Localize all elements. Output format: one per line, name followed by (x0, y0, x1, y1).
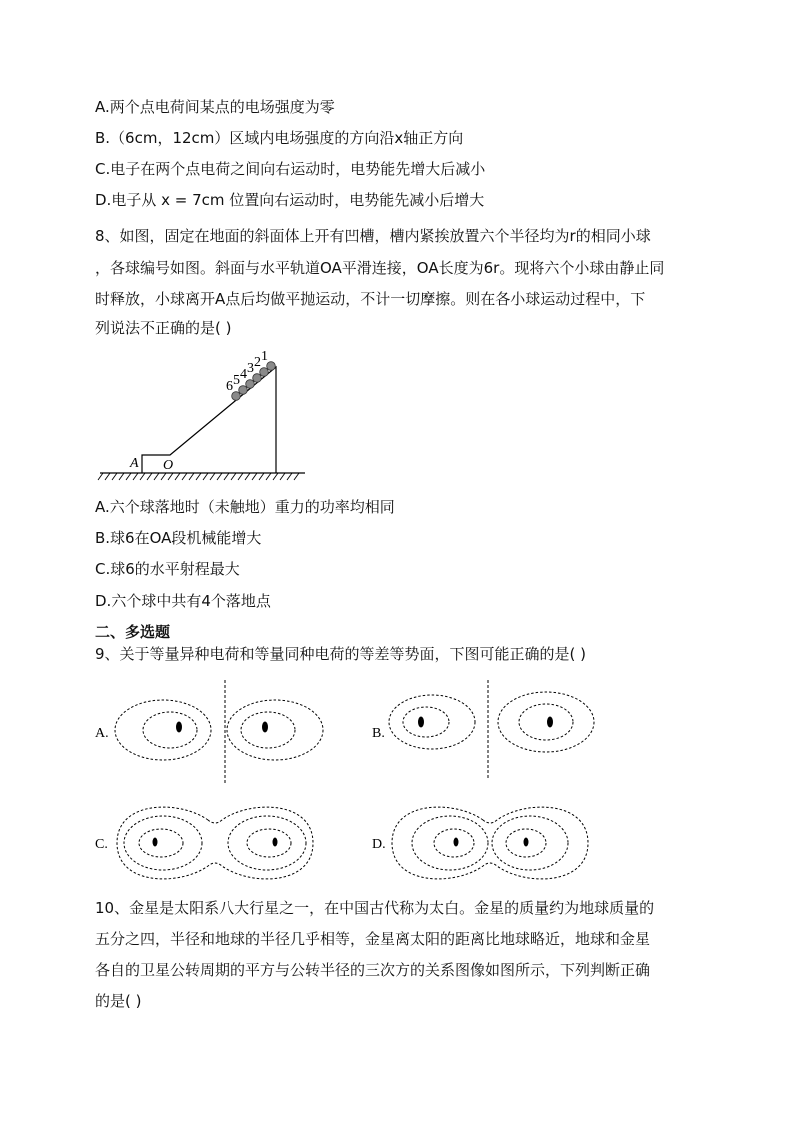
q9-label-c: C. (95, 837, 108, 852)
q9-label-d: D. (372, 837, 386, 852)
q8-option-d: D.六个球中共有4个落地点 (95, 592, 271, 610)
q8-stem-line3: 时释放，小球离开A点后均做平抛运动，不计一切摩擦。则在各小球运动过程中，下 (95, 290, 646, 308)
ball-number-2: 2 (254, 355, 261, 370)
q8-option-b: B.球6在OA段机械能增大 (95, 529, 262, 547)
q9-figure-c (95, 795, 345, 895)
q8-stem-line2: ，各球编号如图。斜面与水平轨道OA平滑连接，OA长度为6r。现将六个小球由静止同 (95, 259, 665, 277)
q10-stem-line2: 五分之四，半径和地球的半径几乎相等，金星离太阳的距离比地球略近，地球和金星 (95, 930, 651, 948)
q9-figure-a (95, 680, 345, 790)
section-title: 二、多选题 (95, 623, 171, 641)
q8-option-a: A.六个球落地时（未触地）重力的功率均相同 (95, 498, 395, 516)
q9-stem: 9、关于等量异种电荷和等量同种电荷的等差等势面，下图可能正确的是( ) (95, 645, 587, 663)
ball-number-3: 3 (247, 361, 254, 376)
q8-stem-line4: 列说法不正确的是( ) (95, 319, 232, 337)
q8-option-c: C.球6的水平射程最大 (95, 560, 240, 578)
ball-number-6: 6 (226, 379, 233, 394)
q10-stem-line1: 10、金星是太阳系八大行星之一，在中国古代称为太白。金星的质量约为地球质量的 (95, 899, 655, 917)
q8-incline-figure (95, 345, 315, 490)
q9-label-b: B. (372, 726, 385, 741)
q9-figure-d (370, 795, 620, 895)
label-a: A (130, 456, 139, 471)
q9-figure-b (370, 680, 620, 790)
q9-label-a: A. (95, 726, 109, 741)
q7-option-d: D.电子从 x = 7cm 位置向右运动时，电势能先减小后增大 (95, 191, 485, 209)
ground-hatching (98, 473, 299, 480)
q10-stem-line3: 各自的卫星公转周期的平方与公转半径的三次方的关系图像如图所示，下列判断正确 (95, 961, 651, 979)
ball-number-5: 5 (233, 373, 240, 388)
ball-number-4: 4 (240, 367, 247, 382)
q7-option-a: A.两个点电荷间某点的电场强度为零 (95, 98, 335, 116)
q10-stem-line4: 的是( ) (95, 992, 142, 1010)
q7-option-b: B.（6cm，12cm）区域内电场强度的方向沿x轴正方向 (95, 129, 464, 147)
ball-number-1: 1 (261, 349, 268, 364)
q8-stem-line1: 8、如图，固定在地面的斜面体上开有凹槽，槽内紧挨放置六个半径均为r的相同小球 (95, 227, 651, 245)
q7-option-c: C.电子在两个点电荷之间向右运动时，电势能先增大后减小 (95, 160, 486, 178)
label-o: O (163, 458, 174, 473)
